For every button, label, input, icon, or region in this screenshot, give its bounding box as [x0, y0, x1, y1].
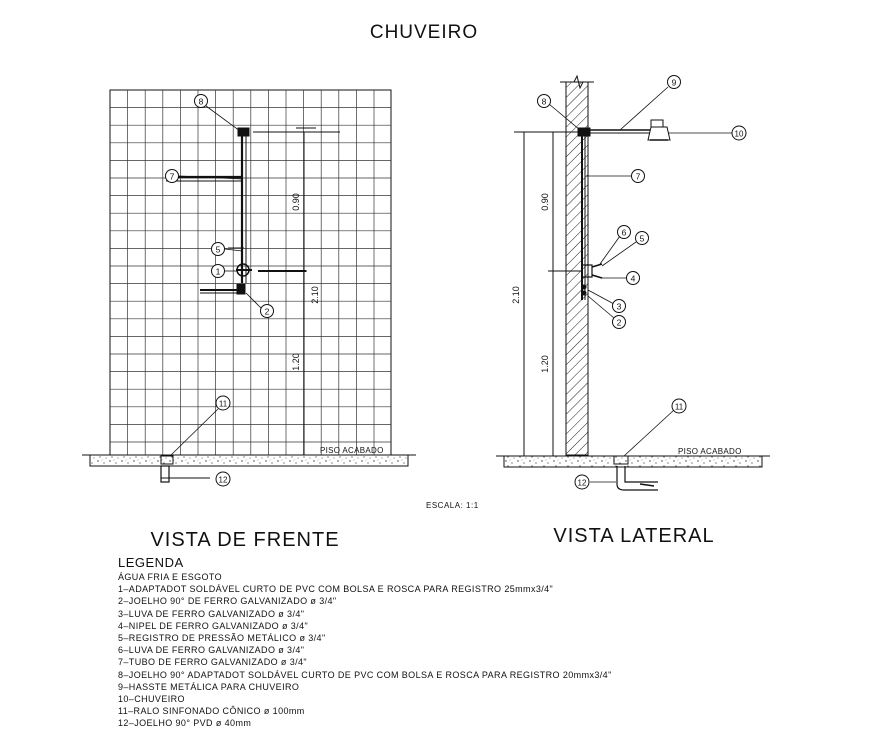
svg-text:7: 7: [635, 171, 641, 182]
svg-text:4: 4: [630, 273, 636, 284]
drawing-title: CHUVEIRO: [369, 22, 479, 43]
legend-item: 2–JOELHO 90° DE FERRO GALVANIZADO ø 3/4": [118, 596, 337, 607]
side-callout-8: [538, 95, 551, 108]
legend-item: 3–LUVA DE FERRO GALVANIZADO ø 3/4": [118, 608, 305, 619]
side-callout-11: [672, 399, 686, 413]
side-callout-3: [613, 300, 626, 313]
svg-text:1: 1: [215, 266, 221, 277]
side-callout-2: [613, 316, 626, 329]
legend-title: LEGENDA: [118, 555, 184, 570]
front-callout-8: [195, 95, 208, 108]
legend-item: 10–CHUVEIRO: [118, 694, 185, 705]
svg-text:3: 3: [616, 301, 622, 312]
side-callout-10: [732, 126, 746, 140]
side-view-title: VISTA LATERAL: [553, 525, 715, 547]
front-callout-7: [166, 170, 179, 183]
legend-subtitle: ÁGUA FRIA E ESGOTO: [118, 572, 223, 582]
svg-text:11: 11: [674, 402, 684, 412]
svg-text:8: 8: [541, 96, 547, 107]
svg-text:5: 5: [639, 233, 645, 244]
front-callout-2: [261, 305, 274, 318]
front-callout-11: [216, 396, 230, 410]
legend-item: 1–ADAPTADOT SOLDÁVEL CURTO DE PVC COM BOLSA E ROSCA PARA REGISTRO 25mmx3/4": [118, 584, 554, 595]
svg-text:11: 11: [218, 399, 228, 409]
front-callout-12: [216, 472, 230, 486]
side-callout-7: [632, 170, 645, 183]
legend-item: 11–RALO SINFONADO CÔNICO ø 100mm: [118, 706, 305, 717]
side-piping: [578, 120, 670, 300]
front-floor-label: PISO ACABADO: [320, 446, 384, 455]
side-floor-label: PISO ACABADO: [678, 447, 742, 456]
front-dim-upper: 0.90: [291, 193, 301, 211]
side-callout-4: [627, 272, 640, 285]
front-callout-1: [212, 265, 225, 278]
legend-item: 8–JOELHO 90° ADAPTADOT SOLDÁVEL CURTO DE PVC COM BOLSA E ROSCA PARA REGISTRO 20mmx3/4": [118, 669, 612, 680]
svg-text:12: 12: [577, 478, 587, 488]
legend-item: 5–REGISTRO DE PRESSÃO METÁLICO ø 3/4": [118, 633, 326, 644]
side-callout-6: [618, 226, 631, 239]
legend-item: 4–NIPEL DE FERRO GALVANIZADO ø 3/4": [118, 620, 309, 631]
front-view: [82, 90, 416, 482]
svg-text:12: 12: [218, 475, 228, 485]
svg-text:5: 5: [215, 244, 221, 255]
svg-text:7: 7: [169, 171, 175, 182]
legend-item: 9–HASSTE METÁLICA PARA CHUVEIRO: [118, 681, 300, 692]
svg-text:6: 6: [621, 227, 627, 238]
front-callout-5: [212, 243, 225, 256]
svg-text:2: 2: [616, 317, 622, 328]
side-dim-lower: 1.20: [540, 355, 550, 373]
legend-item: 7–TUBO DE FERRO GALVANIZADO ø 3/4": [118, 657, 307, 668]
legend: [118, 555, 678, 730]
side-floor-slab: [504, 456, 762, 467]
svg-text:9: 9: [671, 77, 677, 88]
front-dim-total: 2.10: [310, 286, 320, 304]
front-dim-lower: 1.20: [291, 353, 301, 371]
side-callout-12: [575, 475, 589, 489]
svg-text:8: 8: [198, 96, 204, 107]
side-callout-9: [668, 76, 681, 89]
front-floor-slab: [90, 455, 408, 466]
front-view-title: VISTA DE FRENTE: [150, 529, 340, 551]
side-dim-upper: 0.90: [540, 193, 550, 211]
legend-item: 12–JOELHO 90° PVD ø 40mm: [118, 718, 252, 729]
side-callout-5: [636, 232, 649, 245]
svg-text:10: 10: [734, 129, 744, 139]
legend-items: [118, 583, 678, 729]
svg-text:2: 2: [264, 306, 270, 317]
side-dim-total: 2.10: [511, 286, 521, 304]
legend-item: 6–LUVA DE FERRO GALVANIZADO ø 3/4": [118, 645, 305, 656]
front-piping: [166, 128, 340, 294]
tile-grid: [110, 90, 391, 455]
scale-label: ESCALA: 1:1: [426, 501, 479, 510]
